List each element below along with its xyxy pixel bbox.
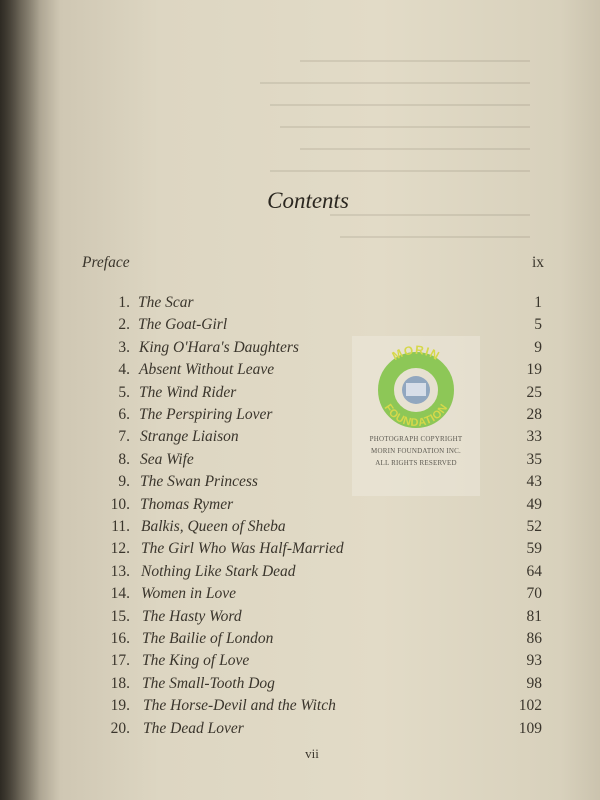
- toc-entry-title: King O'Hara's Daughters: [139, 338, 299, 356]
- toc-entry-title: Thomas Rymer: [140, 495, 234, 513]
- toc-entry: [0, 338, 600, 364]
- toc-entry-page: 49: [526, 495, 542, 513]
- toc-entry-title: The Small-Tooth Dog: [142, 674, 275, 692]
- toc-entry-page: 93: [526, 652, 542, 670]
- toc-entry: [0, 361, 600, 383]
- toc-entry-page: 102: [518, 697, 542, 715]
- toc-entry-title: Sea Wife: [140, 450, 194, 468]
- toc-entry-title: Absent Without Leave: [139, 361, 275, 379]
- page-number: vii: [305, 746, 319, 761]
- toc-entry: [0, 540, 600, 562]
- toc-entry-title: Balkis, Queen of Sheba: [141, 518, 286, 535]
- toc-entry-num: 4.: [118, 361, 130, 379]
- toc-entry-page: 28: [526, 406, 542, 423]
- toc-entry: [0, 608, 600, 630]
- toc-entry-page: 81: [526, 607, 542, 625]
- toc-entry: [0, 585, 600, 607]
- toc-entry: [0, 406, 600, 428]
- preface-label: Preface: [82, 254, 130, 271]
- toc-entry-page: 64: [526, 562, 542, 580]
- toc-entry-page: 35: [526, 450, 542, 468]
- toc-entry-title: The Girl Who Was Half-Married: [141, 540, 344, 558]
- toc-entry-num: 9.: [118, 473, 130, 491]
- toc-entry: [0, 294, 600, 316]
- svg-text:FOUNDATION: FOUNDATION: [381, 401, 451, 430]
- toc-entry-page: 70: [526, 585, 542, 603]
- toc-entry-title: Women in Love: [141, 585, 236, 603]
- toc-entry: [0, 518, 600, 540]
- toc-entry-title: The Goat-Girl: [138, 316, 228, 334]
- toc-entry: [0, 720, 600, 742]
- watermark-stamp: [352, 336, 480, 496]
- toc-entry: [0, 473, 600, 495]
- toc-entry-title: The Bailie of London: [142, 630, 274, 647]
- toc-entry-num: 19.: [110, 697, 130, 715]
- toc-entry-title: The Perspiring Lover: [139, 406, 273, 423]
- toc-entry-num: 13.: [110, 562, 130, 580]
- toc-entry-page: 98: [526, 674, 542, 692]
- toc-entry-num: 8.: [118, 450, 130, 468]
- toc-entry-num: 6.: [118, 406, 130, 423]
- toc-entry-title: Strange Liaison: [140, 428, 239, 446]
- toc-entry: [0, 428, 600, 450]
- toc-entry-page: 25: [526, 383, 542, 401]
- toc-entry-page: 33: [526, 428, 542, 446]
- stamp-line-1: PHOTOGRAPH COPYRIGHT: [369, 435, 463, 443]
- toc-entry-num: 14.: [110, 585, 130, 603]
- foundation-logo-icon: [366, 340, 466, 440]
- toc-entry: [0, 563, 600, 585]
- toc-entry-page: 1: [534, 294, 542, 311]
- toc-entry-title: Nothing Like Stark Dead: [141, 562, 296, 580]
- toc-entry-num: 12.: [110, 540, 130, 558]
- stamp-line-3: ALL RIGHTS RESERVED: [375, 459, 457, 467]
- stamp-line-2: MORIN FOUNDATION INC.: [371, 447, 461, 455]
- toc-entry-title: The King of Love: [142, 652, 250, 670]
- toc-entry: [0, 451, 600, 473]
- toc-entry-page: 86: [526, 630, 542, 647]
- toc-entry-title: The Dead Lover: [143, 719, 244, 737]
- page-title: Contents: [267, 188, 349, 213]
- toc-entry: [0, 630, 600, 652]
- toc-entry-title: The Swan Princess: [140, 473, 258, 491]
- toc-entry-num: 18.: [110, 674, 130, 692]
- toc-entry-page: 59: [526, 540, 542, 558]
- toc-entry: [0, 496, 600, 518]
- toc-entry-title: The Horse-Devil and the Witch: [143, 697, 336, 715]
- toc-entry-num: 16.: [110, 630, 130, 647]
- toc-entry: [0, 675, 600, 697]
- toc-entry-num: 2.: [118, 316, 130, 334]
- toc-entry: [0, 384, 600, 406]
- toc-entry-num: 7.: [118, 428, 130, 446]
- toc-entry-page: 19: [526, 361, 542, 379]
- toc-entry-page: 43: [526, 473, 542, 491]
- toc-entry-page: 9: [534, 338, 542, 356]
- toc-entry-title: The Scar: [138, 294, 194, 311]
- toc-entry-num: 11.: [111, 518, 130, 535]
- toc-entry-num: 1.: [118, 294, 130, 311]
- toc-entry-num: 3.: [118, 338, 130, 356]
- svg-text:MORIN: MORIN: [389, 342, 443, 364]
- toc-entry-page: 52: [526, 518, 542, 535]
- toc-entry-page: 5: [534, 316, 542, 334]
- toc-entry-title: The Hasty Word: [142, 607, 242, 625]
- toc-entry-title: The Wind Rider: [139, 383, 237, 401]
- toc-entry-page: 109: [518, 719, 542, 737]
- toc-entry-num: 10.: [110, 495, 130, 513]
- toc-entry: [0, 652, 600, 674]
- toc-entry-num: 20.: [110, 719, 130, 737]
- toc-entry-num: 15.: [110, 607, 130, 625]
- preface-page: ix: [531, 254, 544, 271]
- toc-entry-num: 17.: [110, 652, 130, 670]
- toc-entry: [0, 316, 600, 338]
- toc-entry-num: 5.: [118, 383, 130, 401]
- toc-entry: [0, 697, 600, 719]
